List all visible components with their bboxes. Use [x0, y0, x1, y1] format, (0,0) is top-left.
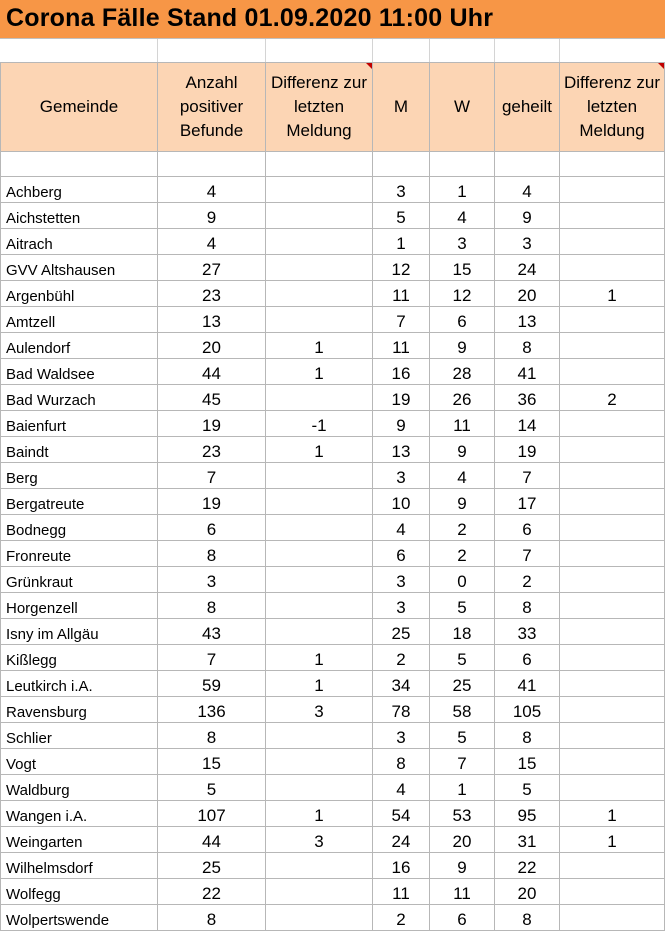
- cell-gemeinde[interactable]: Horgenzell: [1, 593, 158, 619]
- cell-w[interactable]: 11: [430, 411, 495, 437]
- cell-gemeinde[interactable]: Wilhelmsdorf: [1, 853, 158, 879]
- table-row: [1, 723, 665, 749]
- cell-gemeinde[interactable]: Leutkirch i.A.: [1, 671, 158, 697]
- cell-w[interactable]: 9: [430, 437, 495, 463]
- table-row: [1, 411, 665, 437]
- table-row: [1, 905, 665, 931]
- table-row: [1, 177, 665, 203]
- cell-m[interactable]: 16: [373, 853, 430, 879]
- cell-differenz-geheilt[interactable]: [560, 463, 665, 489]
- table-row: [1, 567, 665, 593]
- cell-w[interactable]: 1: [430, 177, 495, 203]
- cell-w[interactable]: 20: [430, 827, 495, 853]
- cell-differenz-geheilt[interactable]: [560, 541, 665, 567]
- cell-geheilt[interactable]: 2: [495, 567, 560, 593]
- cell-differenz[interactable]: [266, 515, 373, 541]
- cell-w[interactable]: 53: [430, 801, 495, 827]
- comment-indicator-icon[interactable]: [366, 63, 372, 69]
- table-row: [1, 645, 665, 671]
- cell-anzahl[interactable]: 7: [158, 645, 266, 671]
- table-row: [1, 281, 665, 307]
- cell-differenz[interactable]: [266, 307, 373, 333]
- cell-geheilt[interactable]: 5: [495, 775, 560, 801]
- cell-anzahl[interactable]: 107: [158, 801, 266, 827]
- gridline: [372, 39, 373, 62]
- cell-anzahl[interactable]: 25: [158, 853, 266, 879]
- table-row: [1, 515, 665, 541]
- cell-geheilt[interactable]: 24: [495, 255, 560, 281]
- cell-differenz[interactable]: [266, 463, 373, 489]
- cell-w[interactable]: 2: [430, 541, 495, 567]
- cell-w[interactable]: 7: [430, 749, 495, 775]
- header-differenz-geheilt[interactable]: [560, 63, 665, 152]
- header-differenz[interactable]: [266, 63, 373, 152]
- cell-m[interactable]: 6: [373, 541, 430, 567]
- cell-w[interactable]: 9: [430, 333, 495, 359]
- cell-w[interactable]: 26: [430, 385, 495, 411]
- table-row: [1, 359, 665, 385]
- cell-geheilt[interactable]: 41: [495, 359, 560, 385]
- cell-m[interactable]: 3: [373, 723, 430, 749]
- cell-differenz-geheilt[interactable]: [560, 203, 665, 229]
- cell-gemeinde[interactable]: Wolpertswende: [1, 905, 158, 931]
- cell-m[interactable]: 16: [373, 359, 430, 385]
- cell-geheilt[interactable]: 7: [495, 463, 560, 489]
- header-differenz-label: Differenz zur letzten Meldung: [270, 73, 368, 140]
- cell-gemeinde[interactable]: Baindt: [1, 437, 158, 463]
- cell-differenz[interactable]: [266, 177, 373, 203]
- cases-table: [0, 62, 665, 931]
- cell-geheilt[interactable]: 41: [495, 671, 560, 697]
- cell-geheilt[interactable]: 3: [495, 229, 560, 255]
- cell-anzahl[interactable]: 44: [158, 827, 266, 853]
- cell-geheilt[interactable]: 7: [495, 541, 560, 567]
- cell-m[interactable]: 3: [373, 177, 430, 203]
- cell-gemeinde[interactable]: Bergatreute: [1, 489, 158, 515]
- cell-m[interactable]: 54: [373, 801, 430, 827]
- cell-gemeinde[interactable]: Aitrach: [1, 229, 158, 255]
- cell-gemeinde[interactable]: Argenbühl: [1, 281, 158, 307]
- cell-anzahl[interactable]: 59: [158, 671, 266, 697]
- cell-m[interactable]: 9: [373, 411, 430, 437]
- cell-differenz-geheilt[interactable]: [560, 619, 665, 645]
- header-m[interactable]: M: [373, 63, 430, 152]
- cell-w[interactable]: 6: [430, 307, 495, 333]
- cell-geheilt[interactable]: 33: [495, 619, 560, 645]
- cell-anzahl[interactable]: 20: [158, 333, 266, 359]
- cell-differenz-geheilt[interactable]: [560, 775, 665, 801]
- table-row: [1, 541, 665, 567]
- header-anzahl[interactable]: Anzahl positiver Befunde: [158, 63, 266, 152]
- cell-geheilt[interactable]: 8: [495, 593, 560, 619]
- cell-differenz-geheilt[interactable]: [560, 879, 665, 905]
- cell-m[interactable]: 13: [373, 437, 430, 463]
- cell-differenz-geheilt[interactable]: [560, 437, 665, 463]
- cell-gemeinde[interactable]: GVV Altshausen: [1, 255, 158, 281]
- cell-m[interactable]: 34: [373, 671, 430, 697]
- cell-differenz[interactable]: 1: [266, 437, 373, 463]
- cell-geheilt[interactable]: 19: [495, 437, 560, 463]
- cell-differenz[interactable]: 1: [266, 359, 373, 385]
- table-row: [1, 437, 665, 463]
- cell-w[interactable]: 9: [430, 853, 495, 879]
- cell-geheilt[interactable]: 36: [495, 385, 560, 411]
- table-row: [1, 385, 665, 411]
- table-row: [1, 307, 665, 333]
- cell-differenz-geheilt[interactable]: [560, 567, 665, 593]
- cell-differenz[interactable]: [266, 567, 373, 593]
- cell-gemeinde[interactable]: Wolfegg: [1, 879, 158, 905]
- comment-indicator-icon[interactable]: [658, 63, 664, 69]
- cell-w[interactable]: 9: [430, 489, 495, 515]
- cell-w[interactable]: 15: [430, 255, 495, 281]
- cell-gemeinde[interactable]: Fronreute: [1, 541, 158, 567]
- cell-differenz[interactable]: [266, 489, 373, 515]
- cell-gemeinde[interactable]: Bad Waldsee: [1, 359, 158, 385]
- cell-anzahl[interactable]: 4: [158, 229, 266, 255]
- cell-m[interactable]: 4: [373, 515, 430, 541]
- cell-m[interactable]: 11: [373, 879, 430, 905]
- cell-anzahl[interactable]: 27: [158, 255, 266, 281]
- cell-m[interactable]: 3: [373, 593, 430, 619]
- cell-geheilt[interactable]: 20: [495, 281, 560, 307]
- cell-differenz[interactable]: 1: [266, 801, 373, 827]
- cell-gemeinde[interactable]: Kißlegg: [1, 645, 158, 671]
- cell-anzahl[interactable]: 9: [158, 203, 266, 229]
- cell-geheilt[interactable]: 95: [495, 801, 560, 827]
- cell-differenz-geheilt[interactable]: [560, 177, 665, 203]
- cell-m[interactable]: 5: [373, 203, 430, 229]
- cell-w[interactable]: 5: [430, 723, 495, 749]
- blank-row: [1, 152, 665, 177]
- cell-geheilt[interactable]: 9: [495, 203, 560, 229]
- title-bar: [0, 0, 665, 39]
- cell-anzahl[interactable]: 6: [158, 515, 266, 541]
- cell-differenz[interactable]: [266, 619, 373, 645]
- cell-geheilt[interactable]: 15: [495, 749, 560, 775]
- cell-anzahl[interactable]: 8: [158, 905, 266, 931]
- cell-geheilt[interactable]: 6: [495, 645, 560, 671]
- gridline: [157, 39, 158, 62]
- cell-differenz[interactable]: [266, 905, 373, 931]
- sheet-title[interactable]: Corona Fälle Stand 01.09.2020 11:00 Uhr: [6, 4, 494, 32]
- cell-anzahl[interactable]: 44: [158, 359, 266, 385]
- cell-m[interactable]: 11: [373, 333, 430, 359]
- cell-w[interactable]: 18: [430, 619, 495, 645]
- cell-gemeinde[interactable]: Isny im Allgäu: [1, 619, 158, 645]
- cell-anzahl[interactable]: 43: [158, 619, 266, 645]
- cell-differenz[interactable]: [266, 775, 373, 801]
- cell-w[interactable]: 1: [430, 775, 495, 801]
- cell-geheilt[interactable]: 8: [495, 723, 560, 749]
- cell-anzahl[interactable]: 8: [158, 593, 266, 619]
- cell-gemeinde[interactable]: Bad Wurzach: [1, 385, 158, 411]
- table-row: [1, 775, 665, 801]
- cell-anzahl[interactable]: 15: [158, 749, 266, 775]
- cell-m[interactable]: 7: [373, 307, 430, 333]
- cell-geheilt[interactable]: 105: [495, 697, 560, 723]
- cell-geheilt[interactable]: 8: [495, 905, 560, 931]
- cell-w[interactable]: 25: [430, 671, 495, 697]
- cell-differenz[interactable]: [266, 255, 373, 281]
- cell-m[interactable]: 10: [373, 489, 430, 515]
- table-row: [1, 255, 665, 281]
- cell-gemeinde[interactable]: Amtzell: [1, 307, 158, 333]
- cell-w[interactable]: 5: [430, 645, 495, 671]
- cell-geheilt[interactable]: 13: [495, 307, 560, 333]
- cell-empty[interactable]: [495, 152, 560, 177]
- cell-gemeinde[interactable]: Baienfurt: [1, 411, 158, 437]
- cell-differenz-geheilt[interactable]: [560, 905, 665, 931]
- cell-anzahl[interactable]: 8: [158, 541, 266, 567]
- cell-differenz-geheilt[interactable]: [560, 697, 665, 723]
- cell-differenz[interactable]: 3: [266, 827, 373, 853]
- table-row: [1, 697, 665, 723]
- cell-gemeinde[interactable]: Waldburg: [1, 775, 158, 801]
- cell-w[interactable]: 6: [430, 905, 495, 931]
- cell-anzahl[interactable]: 4: [158, 177, 266, 203]
- table-row: [1, 333, 665, 359]
- table-row: [1, 619, 665, 645]
- cell-differenz-geheilt[interactable]: [560, 749, 665, 775]
- table-row: [1, 853, 665, 879]
- cell-differenz-geheilt[interactable]: [560, 515, 665, 541]
- cell-m[interactable]: 24: [373, 827, 430, 853]
- cell-gemeinde[interactable]: Berg: [1, 463, 158, 489]
- cell-gemeinde[interactable]: Vogt: [1, 749, 158, 775]
- cell-geheilt[interactable]: 4: [495, 177, 560, 203]
- cell-w[interactable]: 3: [430, 229, 495, 255]
- table-row: [1, 489, 665, 515]
- cell-anzahl[interactable]: 136: [158, 697, 266, 723]
- cell-m[interactable]: 2: [373, 905, 430, 931]
- cell-differenz[interactable]: [266, 281, 373, 307]
- cell-m[interactable]: 3: [373, 463, 430, 489]
- cell-w[interactable]: 4: [430, 203, 495, 229]
- cell-empty[interactable]: [1, 152, 158, 177]
- table-row: [1, 593, 665, 619]
- cell-differenz[interactable]: [266, 203, 373, 229]
- cell-m[interactable]: 8: [373, 749, 430, 775]
- cell-anzahl[interactable]: 45: [158, 385, 266, 411]
- cell-differenz[interactable]: [266, 723, 373, 749]
- table-row: [1, 749, 665, 775]
- gridline: [265, 39, 266, 62]
- cell-geheilt[interactable]: 14: [495, 411, 560, 437]
- header-w[interactable]: W: [430, 63, 495, 152]
- cell-geheilt[interactable]: 22: [495, 853, 560, 879]
- table-row: [1, 801, 665, 827]
- cell-anzahl[interactable]: 5: [158, 775, 266, 801]
- header-geheilt[interactable]: geheilt: [495, 63, 560, 152]
- cell-w[interactable]: 12: [430, 281, 495, 307]
- cell-geheilt[interactable]: 20: [495, 879, 560, 905]
- cell-empty[interactable]: [560, 152, 665, 177]
- gridline: [429, 39, 430, 62]
- cell-gemeinde[interactable]: Ravensburg: [1, 697, 158, 723]
- cell-differenz-geheilt[interactable]: [560, 307, 665, 333]
- table-row: [1, 203, 665, 229]
- cell-differenz-geheilt[interactable]: 1: [560, 801, 665, 827]
- cell-differenz-geheilt[interactable]: [560, 671, 665, 697]
- cell-empty[interactable]: [158, 152, 266, 177]
- cell-geheilt[interactable]: 8: [495, 333, 560, 359]
- cell-anzahl[interactable]: 8: [158, 723, 266, 749]
- table-row: [1, 827, 665, 853]
- cell-differenz[interactable]: 3: [266, 697, 373, 723]
- cell-gemeinde[interactable]: Aichstetten: [1, 203, 158, 229]
- cell-w[interactable]: 11: [430, 879, 495, 905]
- cell-differenz[interactable]: [266, 229, 373, 255]
- cell-geheilt[interactable]: 31: [495, 827, 560, 853]
- cell-anzahl[interactable]: 7: [158, 463, 266, 489]
- cell-geheilt[interactable]: 6: [495, 515, 560, 541]
- cell-gemeinde[interactable]: Weingarten: [1, 827, 158, 853]
- cell-differenz-geheilt[interactable]: [560, 333, 665, 359]
- cell-differenz[interactable]: [266, 593, 373, 619]
- cell-differenz[interactable]: [266, 853, 373, 879]
- cell-differenz-geheilt[interactable]: [560, 723, 665, 749]
- table-row: [1, 229, 665, 255]
- cell-w[interactable]: 4: [430, 463, 495, 489]
- cell-anzahl[interactable]: 23: [158, 437, 266, 463]
- cell-m[interactable]: 4: [373, 775, 430, 801]
- cell-gemeinde[interactable]: Bodnegg: [1, 515, 158, 541]
- cell-differenz-geheilt[interactable]: [560, 411, 665, 437]
- cell-differenz[interactable]: [266, 541, 373, 567]
- cell-w[interactable]: 0: [430, 567, 495, 593]
- cell-m[interactable]: 1: [373, 229, 430, 255]
- cell-anzahl[interactable]: 3: [158, 567, 266, 593]
- cell-differenz[interactable]: [266, 385, 373, 411]
- cell-differenz-geheilt[interactable]: 2: [560, 385, 665, 411]
- cell-differenz[interactable]: -1: [266, 411, 373, 437]
- cell-differenz[interactable]: 1: [266, 645, 373, 671]
- gridline: [559, 39, 560, 62]
- table-row: [1, 463, 665, 489]
- header-row: [1, 63, 665, 152]
- cell-differenz[interactable]: 1: [266, 333, 373, 359]
- gridline: [494, 39, 495, 62]
- cell-differenz-geheilt[interactable]: 1: [560, 281, 665, 307]
- cell-m[interactable]: 2: [373, 645, 430, 671]
- cell-anzahl[interactable]: 19: [158, 411, 266, 437]
- cell-gemeinde[interactable]: Aulendorf: [1, 333, 158, 359]
- cell-differenz-geheilt[interactable]: [560, 489, 665, 515]
- cell-differenz-geheilt[interactable]: [560, 229, 665, 255]
- cell-empty[interactable]: [266, 152, 373, 177]
- cell-differenz-geheilt[interactable]: [560, 853, 665, 879]
- header-differenz-geheilt-label: Differenz zur letzten Meldung: [563, 73, 661, 140]
- cell-geheilt[interactable]: 17: [495, 489, 560, 515]
- cell-differenz[interactable]: [266, 879, 373, 905]
- table-row: [1, 879, 665, 905]
- cell-differenz-geheilt[interactable]: 1: [560, 827, 665, 853]
- cell-anzahl[interactable]: 19: [158, 489, 266, 515]
- cell-anzahl[interactable]: 23: [158, 281, 266, 307]
- cell-gemeinde[interactable]: Grünkraut: [1, 567, 158, 593]
- cell-m[interactable]: 25: [373, 619, 430, 645]
- header-gemeinde[interactable]: Gemeinde: [1, 63, 158, 152]
- empty-row: [0, 39, 665, 63]
- cell-gemeinde[interactable]: Wangen i.A.: [1, 801, 158, 827]
- cell-anzahl[interactable]: 22: [158, 879, 266, 905]
- cell-differenz-geheilt[interactable]: [560, 593, 665, 619]
- cell-gemeinde[interactable]: Schlier: [1, 723, 158, 749]
- cell-m[interactable]: 19: [373, 385, 430, 411]
- cell-differenz[interactable]: [266, 749, 373, 775]
- cell-m[interactable]: 12: [373, 255, 430, 281]
- table-row: [1, 671, 665, 697]
- cell-differenz-geheilt[interactable]: [560, 255, 665, 281]
- cell-empty[interactable]: [373, 152, 430, 177]
- cell-gemeinde[interactable]: Achberg: [1, 177, 158, 203]
- cell-m[interactable]: 78: [373, 697, 430, 723]
- cell-anzahl[interactable]: 13: [158, 307, 266, 333]
- cell-empty[interactable]: [430, 152, 495, 177]
- cell-m[interactable]: 11: [373, 281, 430, 307]
- cell-w[interactable]: 58: [430, 697, 495, 723]
- cell-differenz-geheilt[interactable]: [560, 359, 665, 385]
- cell-w[interactable]: 5: [430, 593, 495, 619]
- cell-w[interactable]: 28: [430, 359, 495, 385]
- cell-differenz-geheilt[interactable]: [560, 645, 665, 671]
- cell-m[interactable]: 3: [373, 567, 430, 593]
- cell-w[interactable]: 2: [430, 515, 495, 541]
- cell-differenz[interactable]: 1: [266, 671, 373, 697]
